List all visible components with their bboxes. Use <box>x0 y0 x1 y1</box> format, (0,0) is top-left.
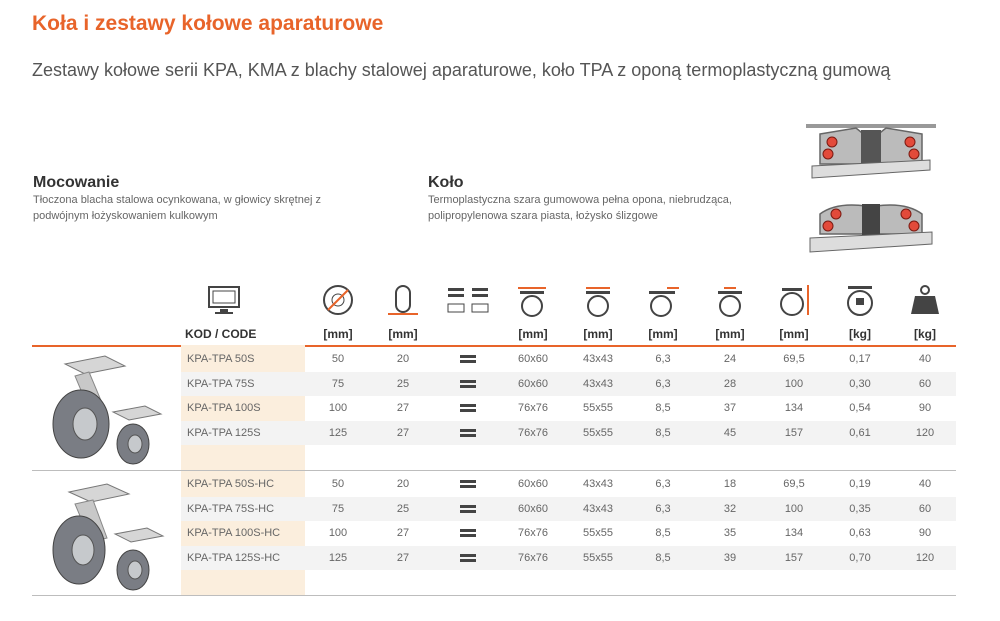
code-cell: KPA-TPA 125S-HC <box>187 552 281 564</box>
table-row: KPA-TPA 125S-HC 125 27 76x76 55x55 8,5 39 157 0,70 120 <box>187 552 935 564</box>
header-mass: [kg] <box>849 327 871 341</box>
table-row: KPA-TPA 125S 125 27 76x76 55x55 8,5 45 157 0,61 120 <box>187 427 935 439</box>
code-cell: KPA-TPA 125S <box>187 427 261 439</box>
equal-icon <box>460 553 476 563</box>
equal-icon <box>460 479 476 489</box>
mounting-text: Tłoczona blacha stalowa ocynkowana, w głowicy skrętnej z podwójnym łożyskowaniem kulkowym <box>33 194 321 222</box>
offset-icon <box>712 282 748 318</box>
table-row: KPA-TPA 50S-HC 50 20 60x60 43x43 6,3 18 69,5 0,19 40 <box>187 478 932 490</box>
header-holes: [mm] <box>583 327 613 341</box>
table-row: KPA-TPA 100S 100 27 76x76 55x55 8,5 37 134 0,54 90 <box>187 402 932 414</box>
wheel-text: Termoplastyczna szara gumowowa pełna opona, niebrudząca, polipropylenowa szara piasta, łożysko ślizgowe <box>428 194 732 222</box>
code-cell: KPA-TPA 100S-HC <box>187 527 281 539</box>
code-cell: KPA-TPA 50S <box>187 353 255 365</box>
plate-type-icon <box>446 282 490 318</box>
table-row: KPA-TPA 50S 50 20 60x60 43x43 6,3 24 69,5 0,17 40 <box>187 353 932 365</box>
wheel-heading: Koło <box>428 174 464 191</box>
code-cell: KPA-TPA 50S-HC <box>187 478 275 490</box>
table-row: KPA-TPA 75S-HC 75 25 60x60 43x43 6,3 32 100 0,35 60 <box>187 503 932 515</box>
equal-icon <box>460 428 476 438</box>
table-row: KPA-TPA 100S-HC 100 27 76x76 55x55 8,5 35 134 0,63 90 <box>187 527 932 539</box>
bearing-diagram <box>806 122 938 254</box>
header-diameter: [mm] <box>323 327 353 341</box>
equal-icon <box>460 354 476 364</box>
hole-spacing-icon <box>580 282 616 318</box>
header-code: KOD / CODE <box>185 327 257 341</box>
load-capacity-icon <box>907 282 943 318</box>
hole-diameter-icon <box>645 282 681 318</box>
height-icon <box>776 282 812 318</box>
header-plate: [mm] <box>518 327 548 341</box>
group-divider <box>32 470 956 471</box>
wheel-diameter-icon <box>320 282 356 318</box>
header-offset: [mm] <box>715 327 745 341</box>
weight-icon <box>842 282 878 318</box>
wheel-width-icon <box>385 282 421 318</box>
equal-icon <box>460 504 476 514</box>
code-cell: KPA-TPA 100S <box>187 402 261 414</box>
equal-icon <box>460 403 476 413</box>
table-row: KPA-TPA 75S 75 25 60x60 43x43 6,3 28 100 0,30 60 <box>187 378 932 390</box>
code-cell: KPA-TPA 75S-HC <box>187 503 275 515</box>
page-subtitle: Zestawy kołowe serii KPA, KMA z blachy stalowej aparaturowe, koło TPA z oponą termoplastyczną gumową <box>32 60 891 80</box>
mounting-heading: Mocowanie <box>33 174 120 191</box>
page-title: Koła i zestawy kołowe aparaturowe <box>32 12 384 35</box>
header-load: [kg] <box>914 327 936 341</box>
code-cell: KPA-TPA 75S <box>187 378 255 390</box>
header-hole: [mm] <box>648 327 678 341</box>
plate-size-icon <box>514 282 550 318</box>
equal-icon <box>460 379 476 389</box>
header-width: [mm] <box>388 327 418 341</box>
equal-icon <box>460 528 476 538</box>
header-height: [mm] <box>779 327 809 341</box>
monitor-icon <box>206 282 242 318</box>
table-bottom-rule <box>32 595 956 596</box>
